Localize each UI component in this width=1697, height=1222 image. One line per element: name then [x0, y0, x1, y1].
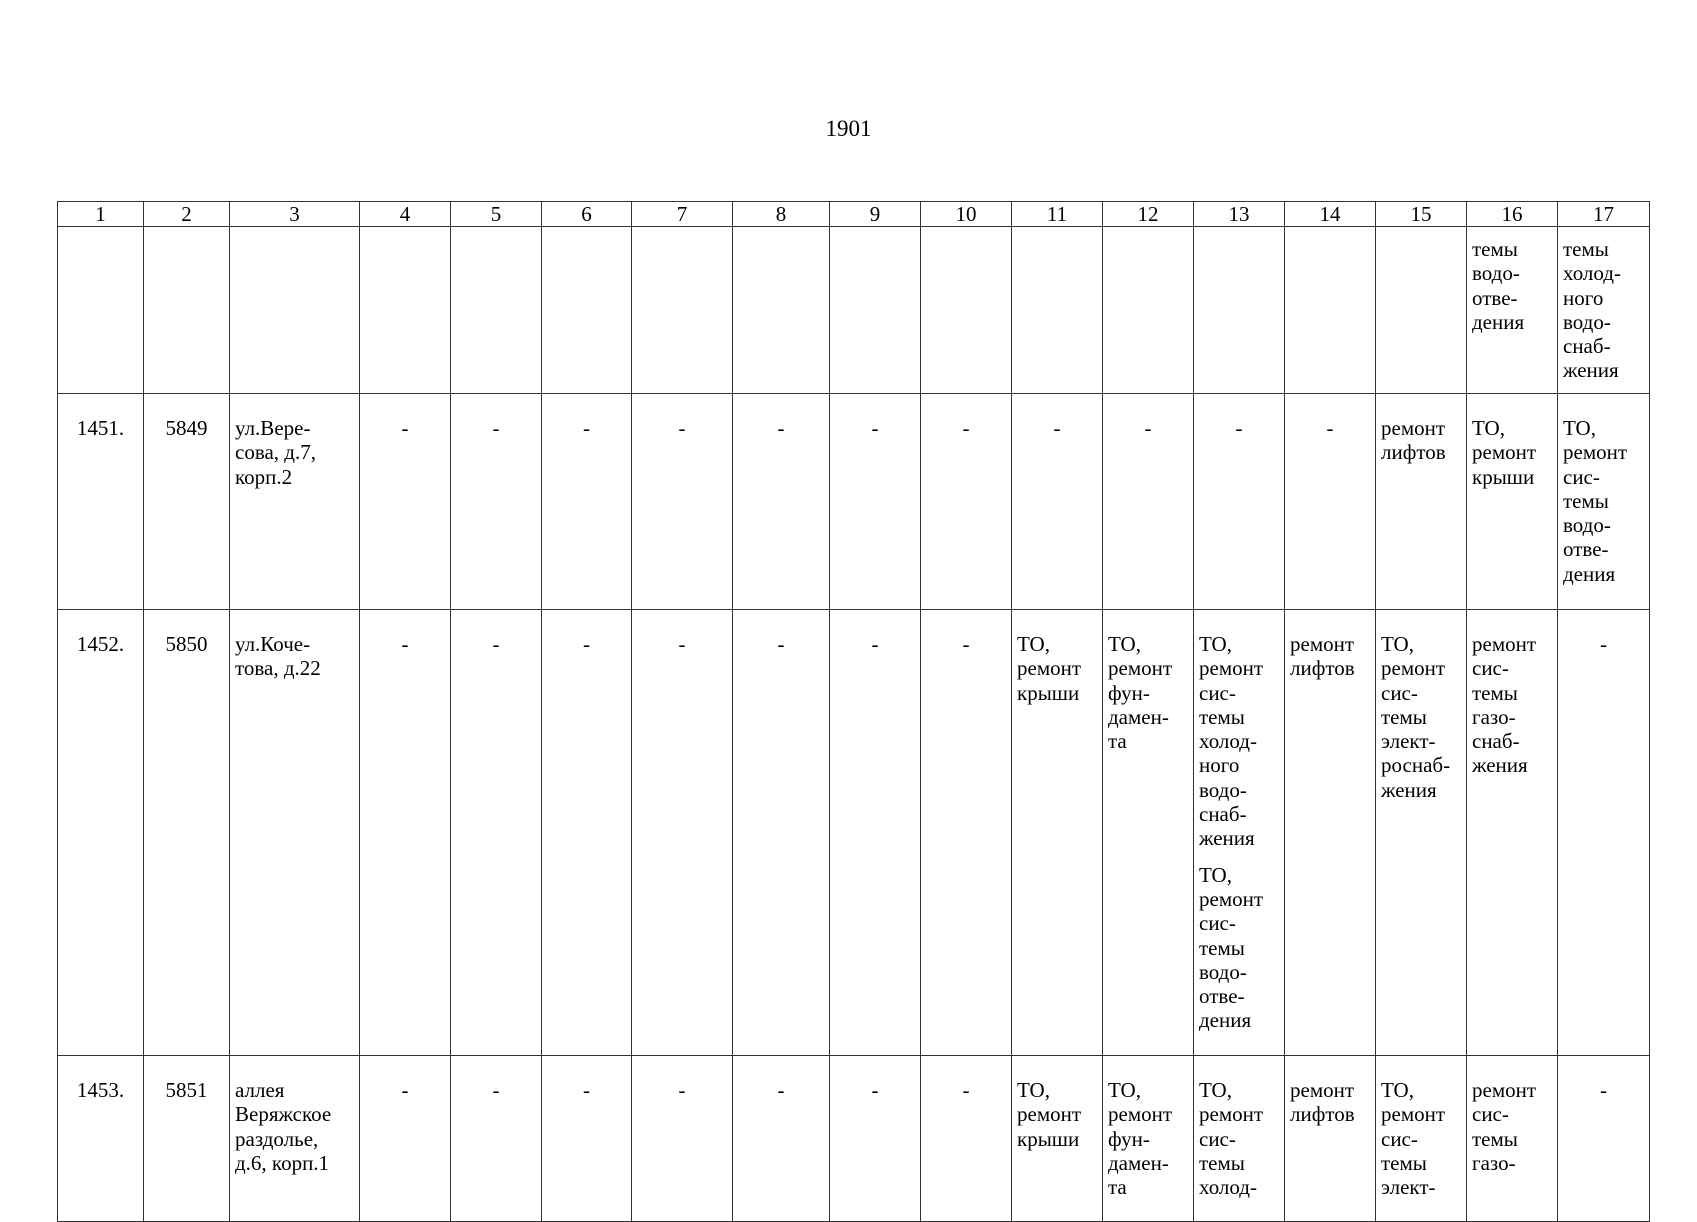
- table-cell-col-12: [1103, 1056, 1194, 1222]
- cell-text: ТО, ремонт сис- темы элект-: [1381, 1078, 1446, 1200]
- table-cell-col-5: [451, 610, 542, 1056]
- table-cell-col-8: [733, 394, 830, 610]
- table-cell-col-13: [1194, 1056, 1285, 1222]
- table-cell-col-6: [542, 227, 632, 394]
- column-header: 14: [1285, 202, 1376, 227]
- cell-text: темы холод- ного водо- снаб- жения: [1563, 237, 1621, 383]
- table-cell-col-12: [1103, 394, 1194, 610]
- cell-text: ремонт лифтов: [1290, 632, 1355, 681]
- cell-text: -: [492, 416, 500, 440]
- column-header: 4: [360, 202, 451, 227]
- table-cell-col-16: [1467, 394, 1558, 610]
- column-header: 6: [542, 202, 632, 227]
- object-code: 5850: [165, 632, 208, 656]
- table-cell-col-17: [1558, 394, 1650, 610]
- cell-text: -: [401, 632, 409, 656]
- cell-text: -: [871, 632, 879, 656]
- table-cell-col-5: [451, 227, 542, 394]
- table-cell-col-3: [230, 610, 360, 1056]
- object-code: 5851: [165, 1078, 208, 1102]
- table-cell-col-14: [1285, 394, 1376, 610]
- table-cell-col-16: [1467, 227, 1558, 394]
- cell-text: ТО, ремонт сис- темы водо- отве- дения: [1199, 862, 1264, 1033]
- cell-text: -: [401, 1078, 409, 1102]
- table-cell-col-2: [144, 227, 230, 394]
- cell-text: -: [777, 632, 785, 656]
- table-cell-col-16: [1467, 610, 1558, 1056]
- table-cell-col-12: [1103, 610, 1194, 1056]
- page-number: 1901: [825, 116, 872, 141]
- table-cell-col-15: [1376, 1056, 1467, 1222]
- row-number: 1451.: [76, 416, 125, 440]
- table-cell-col-7: [632, 1056, 733, 1222]
- column-header: 12: [1103, 202, 1194, 227]
- column-header: 10: [921, 202, 1012, 227]
- register-table: [57, 201, 1650, 1222]
- cell-text: ремонт сис- темы газо- снаб- жения: [1472, 632, 1537, 778]
- table-cell-col-14: [1285, 1056, 1376, 1222]
- cell-text: ТО, ремонт сис- темы холод- ного водо- снаб- жения: [1199, 632, 1264, 851]
- cell-text: -: [583, 632, 590, 656]
- table-cell-col-8: [733, 227, 830, 394]
- table-cell-col-13: [1194, 227, 1285, 394]
- table-cell-col-7: [632, 227, 733, 394]
- cell-text: -: [492, 1078, 500, 1102]
- cell-text: -: [678, 416, 686, 440]
- cell-text: -: [583, 1078, 590, 1102]
- table-cell-col-11: [1012, 227, 1103, 394]
- cell-text: -: [871, 1078, 879, 1102]
- table-cell-col-10: [921, 394, 1012, 610]
- cell-text: ремонт лифтов: [1290, 1078, 1355, 1127]
- table-cell-col-2: [144, 394, 230, 610]
- column-header: 9: [830, 202, 921, 227]
- column-header: 17: [1558, 202, 1650, 227]
- cell-text: -: [492, 632, 500, 656]
- cell-text: -: [401, 416, 409, 440]
- cell-text: -: [777, 416, 785, 440]
- column-header: 3: [230, 202, 360, 227]
- table-cell-col-13: [1194, 610, 1285, 1056]
- table-cell-col-14: [1285, 610, 1376, 1056]
- table-cell-col-11: [1012, 394, 1103, 610]
- cell-text: -: [1053, 416, 1061, 440]
- cell-text: ТО, ремонт сис- темы элект- роснаб- жения: [1381, 632, 1451, 802]
- table-cell-col-7: [632, 394, 733, 610]
- column-header: 5: [451, 202, 542, 227]
- address-text: ул.Коче- това, д.22: [235, 632, 321, 681]
- table-cell-col-9: [830, 1056, 921, 1222]
- table-cell-col-9: [830, 610, 921, 1056]
- cell-text: ТО, ремонт крыши: [1472, 416, 1537, 489]
- object-code: 5849: [165, 416, 208, 440]
- cell-text: ТО, ремонт крыши: [1017, 632, 1082, 705]
- address-text: ул.Вере- сова, д.7, корп.2: [235, 416, 316, 489]
- table-cell-col-6: [542, 610, 632, 1056]
- cell-text: -: [962, 632, 970, 656]
- table-cell-col-6: [542, 394, 632, 610]
- cell-text: -: [1600, 632, 1607, 656]
- cell-text: -: [871, 416, 879, 440]
- row-number: 1453.: [76, 1078, 125, 1102]
- table-row: [58, 610, 1650, 1056]
- cell-text: -: [962, 1078, 970, 1102]
- table-cell-col-11: [1012, 1056, 1103, 1222]
- cell-text: -: [678, 1078, 686, 1102]
- column-header: 16: [1467, 202, 1558, 227]
- cell-text: ТО, ремонт фун- дамен- та: [1108, 1078, 1173, 1200]
- cell-text: -: [1235, 416, 1243, 440]
- column-header: 11: [1012, 202, 1103, 227]
- table-cell-col-15: [1376, 394, 1467, 610]
- table-cell-col-3: [230, 227, 360, 394]
- column-number-row: [58, 202, 1650, 227]
- cell-text: темы водо- отве- дения: [1472, 237, 1525, 334]
- table-cell-col-9: [830, 394, 921, 610]
- table-cell-col-11: [1012, 610, 1103, 1056]
- table-cell-col-3: [230, 394, 360, 610]
- cell-text: -: [962, 416, 970, 440]
- column-header: 8: [733, 202, 830, 227]
- table-row: [58, 1056, 1650, 1222]
- address-text: аллея Веряжское раздолье, д.6, корп.1: [235, 1078, 332, 1175]
- table-cell-col-9: [830, 227, 921, 394]
- table-cell-col-16: [1467, 1056, 1558, 1222]
- table-row: [58, 227, 1650, 394]
- table-cell-col-8: [733, 610, 830, 1056]
- cell-text: -: [777, 1078, 785, 1102]
- column-header: 1: [58, 202, 144, 227]
- table-cell-col-4: [360, 610, 451, 1056]
- table-cell-col-10: [921, 1056, 1012, 1222]
- table-cell-col-6: [542, 1056, 632, 1222]
- cell-text: -: [678, 632, 686, 656]
- cell-text: ремонт лифтов: [1381, 416, 1446, 465]
- column-header: 2: [144, 202, 230, 227]
- column-header: 7: [632, 202, 733, 227]
- cell-text: ТО, ремонт сис- темы водо- отве- дения: [1563, 416, 1628, 586]
- table-cell-col-2: [144, 610, 230, 1056]
- table-cell-col-12: [1103, 227, 1194, 394]
- cell-text: -: [1326, 416, 1334, 440]
- table-cell-col-4: [360, 1056, 451, 1222]
- table-cell-col-7: [632, 610, 733, 1056]
- table-cell-col-1: [58, 1056, 144, 1222]
- table-cell-col-5: [451, 394, 542, 610]
- cell-text: ремонт сис- темы газо-: [1472, 1078, 1537, 1175]
- table-cell-col-17: [1558, 610, 1650, 1056]
- table-cell-col-4: [360, 227, 451, 394]
- table-cell-col-14: [1285, 227, 1376, 394]
- cell-text: ТО, ремонт крыши: [1017, 1078, 1082, 1151]
- table-row: [58, 394, 1650, 610]
- table-cell-col-2: [144, 1056, 230, 1222]
- table-cell-col-15: [1376, 610, 1467, 1056]
- cell-text: -: [583, 416, 590, 440]
- table-cell-col-1: [58, 227, 144, 394]
- column-header: 15: [1376, 202, 1467, 227]
- table-cell-col-15: [1376, 227, 1467, 394]
- row-number: 1452.: [76, 632, 125, 656]
- table-cell-col-4: [360, 394, 451, 610]
- table-cell-col-10: [921, 610, 1012, 1056]
- column-header: 13: [1194, 202, 1285, 227]
- table-cell-col-13: [1194, 394, 1285, 610]
- table-cell-col-8: [733, 1056, 830, 1222]
- cell-text: ТО, ремонт фун- дамен- та: [1108, 632, 1173, 754]
- table-cell-col-5: [451, 1056, 542, 1222]
- table-cell-col-3: [230, 1056, 360, 1222]
- cell-text: -: [1600, 1078, 1607, 1102]
- table-cell-col-1: [58, 610, 144, 1056]
- table-cell-col-10: [921, 227, 1012, 394]
- table-cell-col-1: [58, 394, 144, 610]
- table-cell-col-17: [1558, 227, 1650, 394]
- table-cell-col-17: [1558, 1056, 1650, 1222]
- cell-text: ТО, ремонт сис- темы холод-: [1199, 1078, 1264, 1200]
- cell-text: -: [1144, 416, 1152, 440]
